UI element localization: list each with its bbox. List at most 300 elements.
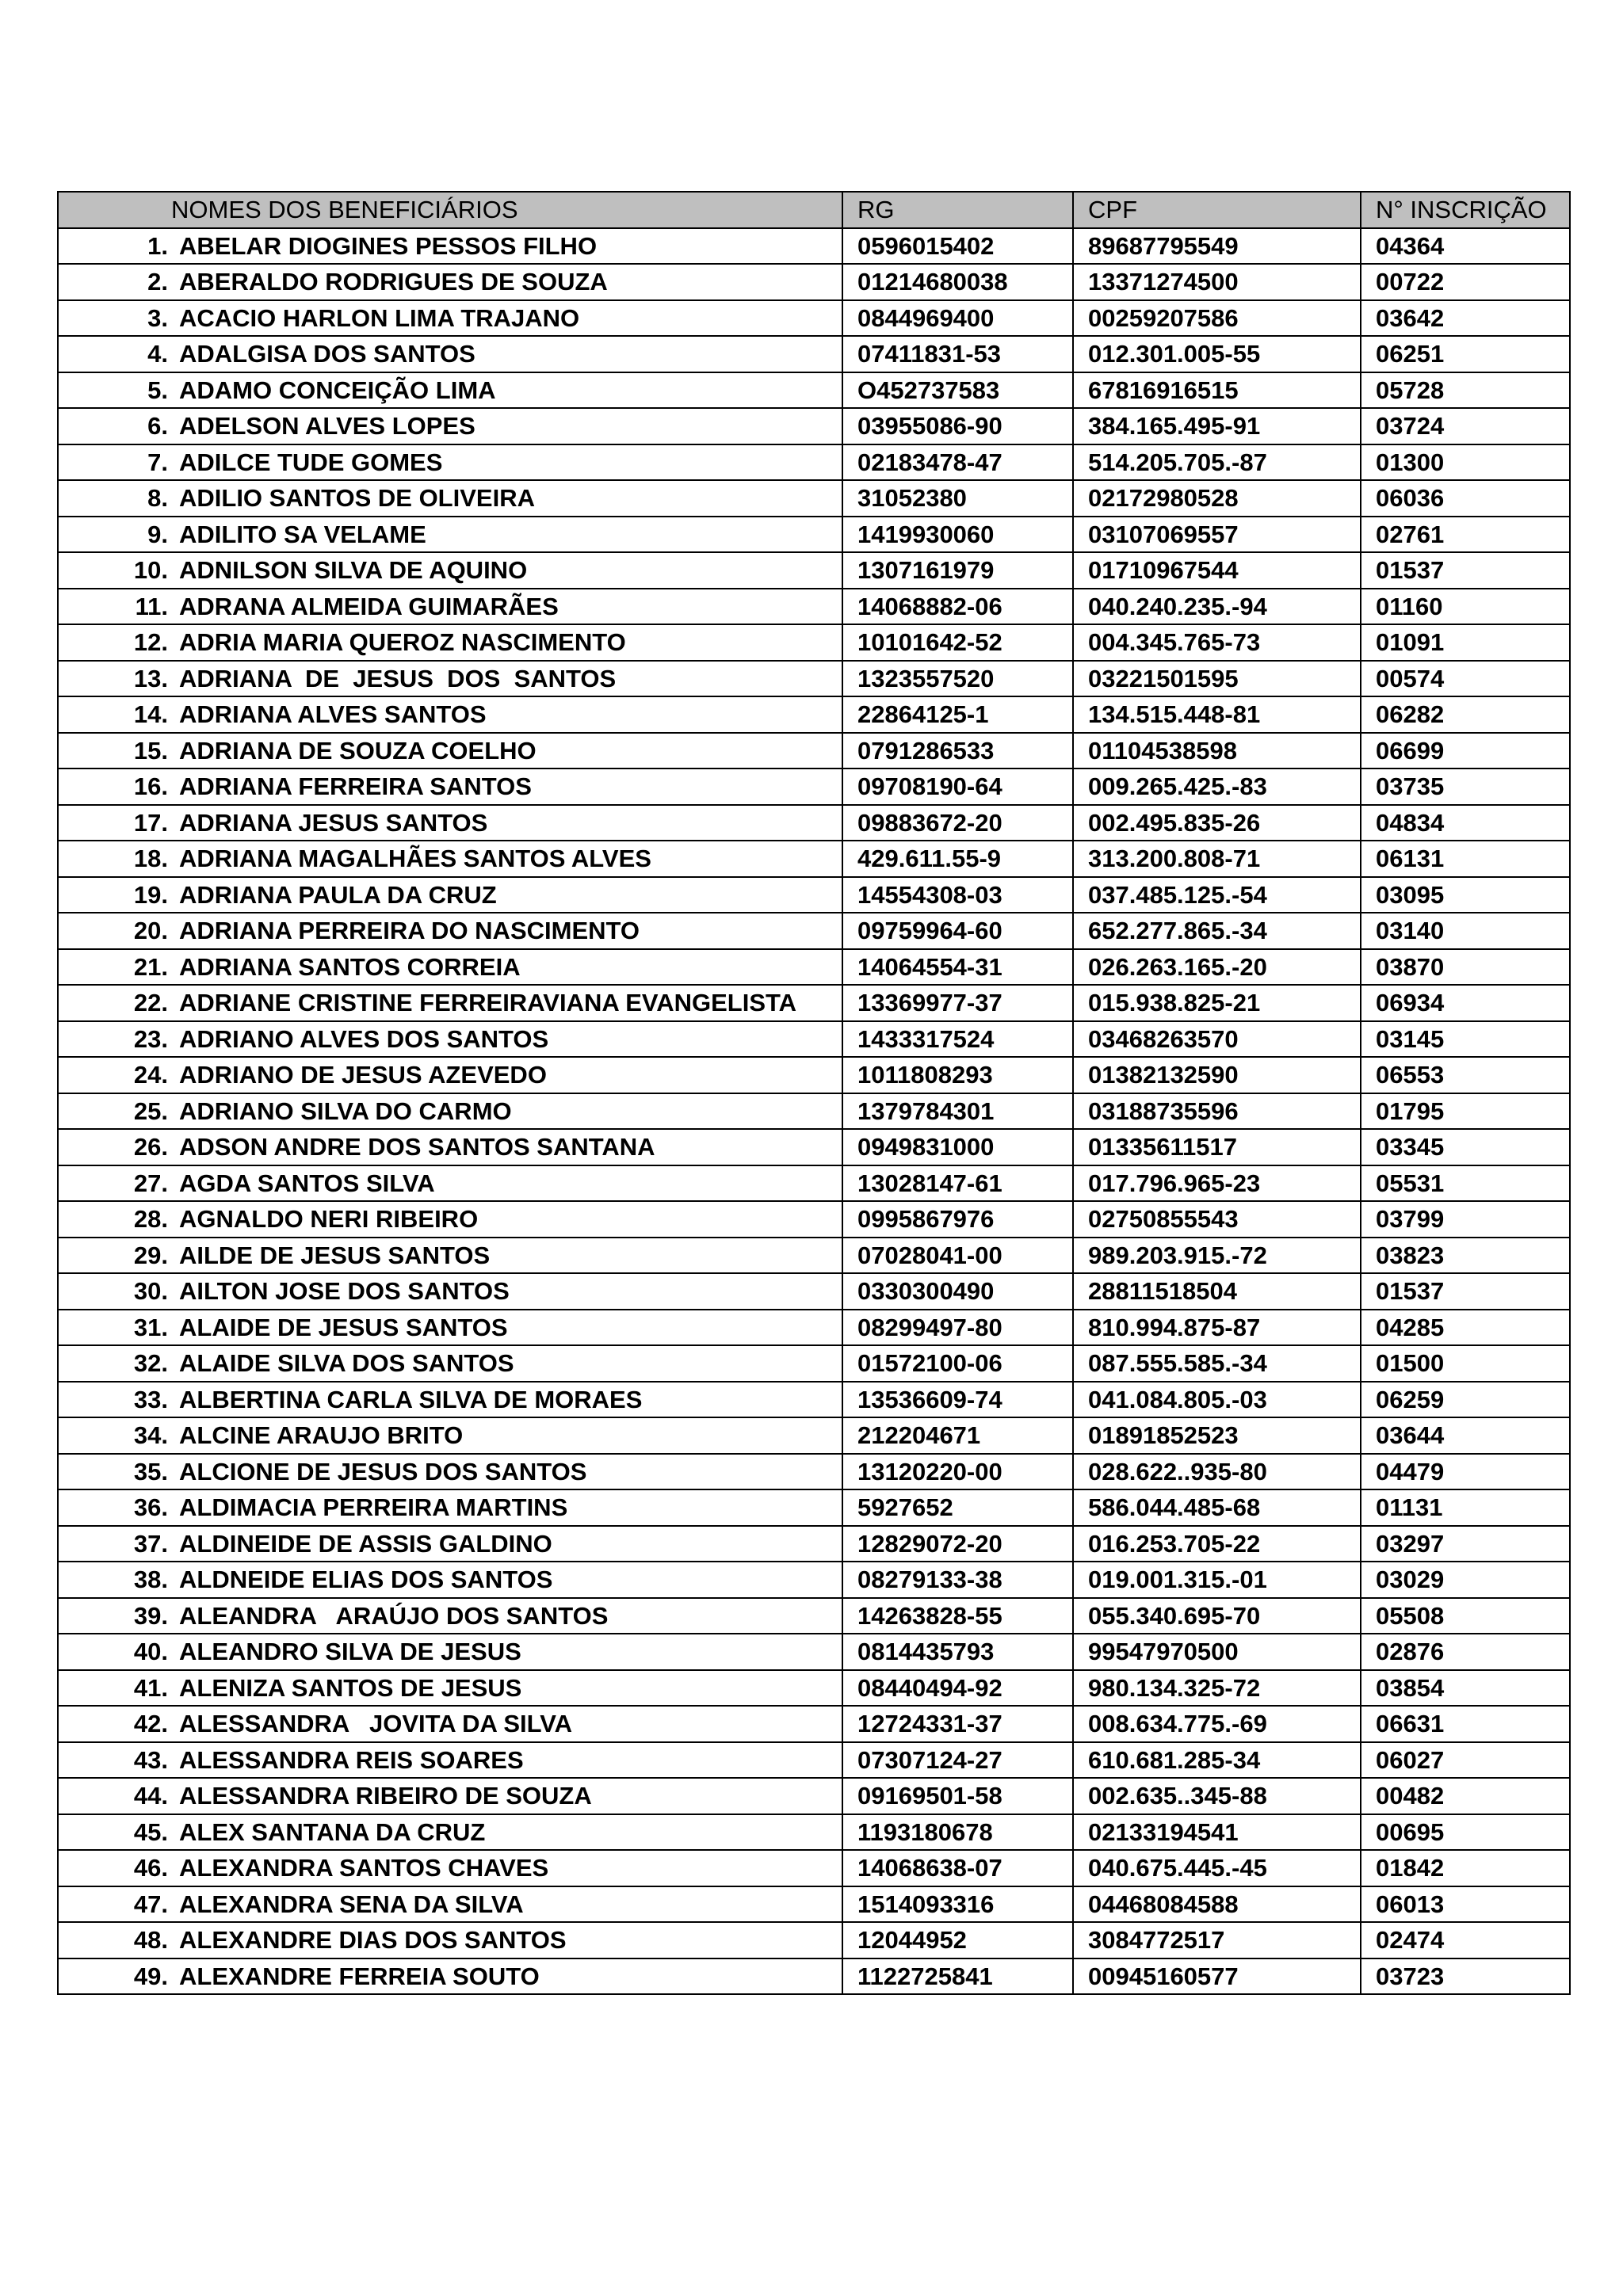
row-number: 4. <box>147 340 168 368</box>
beneficiary-name: ADRIANA ALVES SANTOS <box>179 700 487 729</box>
cell-name <box>58 1310 842 1346</box>
cell-cpf: 67816916515 <box>1073 372 1361 409</box>
table-row <box>58 228 1570 265</box>
row-number: 26. <box>133 1133 168 1161</box>
cell-cpf: 002.495.835-26 <box>1073 805 1361 841</box>
table-row <box>58 1201 1570 1238</box>
table-row <box>58 336 1570 372</box>
beneficiary-name: ALESSANDRA REIS SOARES <box>179 1745 524 1774</box>
cell-rg: 02183478-47 <box>842 444 1073 481</box>
cell-rg: 1514093316 <box>842 1886 1073 1923</box>
cell-inscricao: 03870 <box>1361 949 1570 986</box>
cell-inscricao: 03735 <box>1361 769 1570 805</box>
table-row <box>58 1489 1570 1526</box>
table-row <box>58 661 1570 697</box>
cell-inscricao: 03823 <box>1361 1238 1570 1274</box>
cell-cpf: 037.485.125.-54 <box>1073 877 1361 913</box>
cell-rg: 1011808293 <box>842 1057 1073 1093</box>
cell-cpf: 313.200.808-71 <box>1073 841 1361 877</box>
cell-name <box>58 1165 842 1202</box>
beneficiaries-table <box>57 191 1571 1995</box>
cell-cpf: 514.205.705.-87 <box>1073 444 1361 481</box>
row-number: 13. <box>133 664 168 692</box>
row-number: 31. <box>133 1313 168 1341</box>
row-number: 47. <box>133 1890 168 1918</box>
row-number: 25. <box>133 1097 168 1125</box>
cell-inscricao: 02876 <box>1361 1634 1570 1670</box>
beneficiary-name: ADRIANO SILVA DO CARMO <box>179 1097 512 1125</box>
cell-inscricao: 03297 <box>1361 1526 1570 1562</box>
cell-name <box>58 949 842 986</box>
cell-inscricao: 03724 <box>1361 408 1570 444</box>
cell-name <box>58 517 842 553</box>
cell-cpf: 00945160577 <box>1073 1958 1361 1995</box>
cell-rg: 13369977-37 <box>842 985 1073 1021</box>
cell-rg: 14554308-03 <box>842 877 1073 913</box>
cell-name <box>58 300 842 337</box>
cell-inscricao: 01537 <box>1361 552 1570 589</box>
table-row <box>58 589 1570 625</box>
table-row <box>58 805 1570 841</box>
row-number: 35. <box>133 1457 168 1486</box>
header-name: NOMES DOS BENEFICIÁRIOS <box>58 192 842 228</box>
cell-cpf: 99547970500 <box>1073 1634 1361 1670</box>
cell-name <box>58 1129 842 1165</box>
cell-rg: 01572100-06 <box>842 1345 1073 1382</box>
table-row <box>58 1057 1570 1093</box>
cell-name <box>58 1958 842 1995</box>
cell-cpf: 586.044.485-68 <box>1073 1489 1361 1526</box>
cell-rg: 14263828-55 <box>842 1598 1073 1634</box>
cell-inscricao: 01300 <box>1361 444 1570 481</box>
cell-name <box>58 444 842 481</box>
row-number: 41. <box>133 1673 168 1702</box>
row-number: 12. <box>133 628 168 657</box>
cell-name <box>58 336 842 372</box>
cell-cpf: 00259207586 <box>1073 300 1361 337</box>
table-row <box>58 1093 1570 1130</box>
cell-name <box>58 408 842 444</box>
cell-inscricao: 04479 <box>1361 1454 1570 1490</box>
row-number: 21. <box>133 952 168 981</box>
table-row <box>58 1238 1570 1274</box>
beneficiary-name: ADELSON ALVES LOPES <box>179 412 475 441</box>
beneficiary-name: ALCINE ARAUJO BRITO <box>179 1421 464 1450</box>
cell-rg: 12044952 <box>842 1922 1073 1958</box>
cell-cpf: 810.994.875-87 <box>1073 1310 1361 1346</box>
cell-rg: 12829072-20 <box>842 1526 1073 1562</box>
table-row <box>58 949 1570 986</box>
beneficiary-name: ADRIANO DE JESUS AZEVEDO <box>179 1061 547 1089</box>
beneficiary-name: AILDE DE JESUS SANTOS <box>179 1241 491 1269</box>
cell-cpf: 3084772517 <box>1073 1922 1361 1958</box>
row-number: 37. <box>133 1529 168 1558</box>
cell-rg: 0814435793 <box>842 1634 1073 1670</box>
row-number: 30. <box>133 1277 168 1306</box>
cell-rg: 08279133-38 <box>842 1562 1073 1598</box>
cell-cpf: 01891852523 <box>1073 1417 1361 1454</box>
cell-cpf: 009.265.425.-83 <box>1073 769 1361 805</box>
cell-name <box>58 841 842 877</box>
beneficiary-name: ADRIANA MAGALHÃES SANTOS ALVES <box>179 845 651 873</box>
row-number: 1. <box>147 231 168 260</box>
cell-rg: 0596015402 <box>842 228 1073 265</box>
table-row <box>58 1670 1570 1707</box>
cell-cpf: 040.240.235.-94 <box>1073 589 1361 625</box>
beneficiary-name: ADILITO SA VELAME <box>179 520 426 548</box>
cell-cpf: 02750855543 <box>1073 1201 1361 1238</box>
cell-cpf: 01104538598 <box>1073 733 1361 769</box>
table-row <box>58 1165 1570 1202</box>
cell-name <box>58 1598 842 1634</box>
cell-rg: 212204671 <box>842 1417 1073 1454</box>
table-row <box>58 1526 1570 1562</box>
cell-inscricao: 01091 <box>1361 624 1570 661</box>
beneficiary-name: ADRIANA SANTOS CORREIA <box>179 952 521 981</box>
cell-cpf: 28811518504 <box>1073 1273 1361 1310</box>
row-number: 46. <box>133 1854 168 1882</box>
cell-name <box>58 589 842 625</box>
cell-cpf: 004.345.765-73 <box>1073 624 1361 661</box>
beneficiary-name: ALDINEIDE DE ASSIS GALDINO <box>179 1529 552 1558</box>
cell-rg: 12724331-37 <box>842 1706 1073 1742</box>
cell-inscricao: 04364 <box>1361 228 1570 265</box>
table-row <box>58 1706 1570 1742</box>
row-number: 22. <box>133 989 168 1017</box>
beneficiary-name: ABERALDO RODRIGUES DE SOUZA <box>179 268 608 296</box>
table-row <box>58 1958 1570 1995</box>
table-row <box>58 1454 1570 1490</box>
cell-rg: 09708190-64 <box>842 769 1073 805</box>
cell-inscricao: 06251 <box>1361 336 1570 372</box>
row-number: 18. <box>133 845 168 873</box>
row-number: 43. <box>133 1745 168 1774</box>
cell-cpf: 026.263.165.-20 <box>1073 949 1361 986</box>
cell-rg: 13120220-00 <box>842 1454 1073 1490</box>
beneficiary-name: ALBERTINA CARLA SILVA DE MORAES <box>179 1385 643 1413</box>
cell-inscricao: 06553 <box>1361 1057 1570 1093</box>
cell-name <box>58 1201 842 1238</box>
cell-cpf: 03468263570 <box>1073 1021 1361 1058</box>
cell-rg: 1379784301 <box>842 1093 1073 1130</box>
row-number: 10. <box>133 556 168 585</box>
cell-cpf: 008.634.775.-69 <box>1073 1706 1361 1742</box>
table-header-row <box>58 192 1570 228</box>
cell-inscricao: 03854 <box>1361 1670 1570 1707</box>
cell-inscricao: 06036 <box>1361 480 1570 517</box>
table-row <box>58 1310 1570 1346</box>
cell-inscricao: 03723 <box>1361 1958 1570 1995</box>
beneficiary-name: ALEANDRA ARAÚJO DOS SANTOS <box>179 1601 609 1630</box>
cell-rg: 1323557520 <box>842 661 1073 697</box>
cell-cpf: 01335611517 <box>1073 1129 1361 1165</box>
header-rg: RG <box>842 192 1073 228</box>
table-row <box>58 1562 1570 1598</box>
cell-name <box>58 1417 842 1454</box>
row-number: 38. <box>133 1566 168 1594</box>
cell-inscricao: 03145 <box>1361 1021 1570 1058</box>
beneficiary-name: ALAIDE SILVA DOS SANTOS <box>179 1349 514 1378</box>
beneficiary-name: ALEXANDRE DIAS DOS SANTOS <box>179 1926 567 1955</box>
cell-cpf: 134.515.448-81 <box>1073 696 1361 733</box>
table-row <box>58 552 1570 589</box>
table-row <box>58 517 1570 553</box>
beneficiary-name: ADALGISA DOS SANTOS <box>179 340 475 368</box>
cell-name <box>58 1778 842 1814</box>
cell-name <box>58 877 842 913</box>
row-number: 11. <box>135 592 168 620</box>
cell-inscricao: 06631 <box>1361 1706 1570 1742</box>
cell-inscricao: 01795 <box>1361 1093 1570 1130</box>
beneficiary-name: ABELAR DIOGINES PESSOS FILHO <box>179 231 598 260</box>
row-number: 32. <box>133 1349 168 1378</box>
table-row <box>58 624 1570 661</box>
beneficiary-name: ALEX SANTANA DA CRUZ <box>179 1817 486 1846</box>
cell-rg: 10101642-52 <box>842 624 1073 661</box>
table-row <box>58 1417 1570 1454</box>
beneficiary-name: ALEXANDRA SENA DA SILVA <box>179 1890 524 1918</box>
cell-cpf: 02133194541 <box>1073 1814 1361 1851</box>
beneficiary-name: AGDA SANTOS SILVA <box>179 1169 435 1197</box>
table-row <box>58 1598 1570 1634</box>
cell-rg: 07028041-00 <box>842 1238 1073 1274</box>
table-row <box>58 480 1570 517</box>
cell-inscricao: 06282 <box>1361 696 1570 733</box>
table-row <box>58 733 1570 769</box>
cell-rg: 13536609-74 <box>842 1382 1073 1418</box>
cell-inscricao: 05508 <box>1361 1598 1570 1634</box>
table-row <box>58 1886 1570 1923</box>
cell-rg: 14064554-31 <box>842 949 1073 986</box>
table-row <box>58 1778 1570 1814</box>
table-row <box>58 1345 1570 1382</box>
beneficiary-name: ADNILSON SILVA DE AQUINO <box>179 556 528 585</box>
row-number: 8. <box>147 484 168 513</box>
cell-name <box>58 372 842 409</box>
cell-name <box>58 1057 842 1093</box>
row-number: 36. <box>133 1493 168 1522</box>
row-number: 5. <box>147 376 168 404</box>
table-row <box>58 1814 1570 1851</box>
cell-rg: 0995867976 <box>842 1201 1073 1238</box>
row-number: 42. <box>133 1710 168 1738</box>
beneficiary-name: ADAMO CONCEIÇÃO LIMA <box>179 376 496 404</box>
cell-rg: 14068638-07 <box>842 1850 1073 1886</box>
row-number: 3. <box>147 303 168 332</box>
table-row <box>58 1382 1570 1418</box>
cell-inscricao: 06699 <box>1361 733 1570 769</box>
cell-rg: 5927652 <box>842 1489 1073 1526</box>
cell-cpf: 016.253.705-22 <box>1073 1526 1361 1562</box>
beneficiary-name: ADRIANA JESUS SANTOS <box>179 808 488 837</box>
cell-inscricao: 05531 <box>1361 1165 1570 1202</box>
cell-name <box>58 1093 842 1130</box>
cell-cpf: 610.681.285-34 <box>1073 1742 1361 1779</box>
cell-cpf: 01382132590 <box>1073 1057 1361 1093</box>
cell-rg: 429.611.55-9 <box>842 841 1073 877</box>
cell-inscricao: 00722 <box>1361 264 1570 300</box>
cell-inscricao: 01537 <box>1361 1273 1570 1310</box>
table-row <box>58 264 1570 300</box>
row-number: 44. <box>133 1782 168 1810</box>
cell-inscricao: 03095 <box>1361 877 1570 913</box>
table-row <box>58 408 1570 444</box>
cell-inscricao: 02761 <box>1361 517 1570 553</box>
cell-cpf: 019.001.315.-01 <box>1073 1562 1361 1598</box>
cell-rg: O452737583 <box>842 372 1073 409</box>
beneficiary-name: ADRANA ALMEIDA GUIMARÃES <box>179 592 559 620</box>
row-number: 2. <box>147 268 168 296</box>
cell-name <box>58 1021 842 1058</box>
cell-rg: 01214680038 <box>842 264 1073 300</box>
beneficiary-name: ACACIO HARLON LIMA TRAJANO <box>179 303 580 332</box>
cell-rg: 0791286533 <box>842 733 1073 769</box>
table-row <box>58 300 1570 337</box>
cell-rg: 1307161979 <box>842 552 1073 589</box>
beneficiary-name: ALDIMACIA PERREIRA MARTINS <box>179 1493 568 1522</box>
cell-rg: 09759964-60 <box>842 913 1073 949</box>
row-number: 29. <box>133 1241 168 1269</box>
cell-inscricao: 03644 <box>1361 1417 1570 1454</box>
table-row <box>58 1273 1570 1310</box>
cell-inscricao: 01500 <box>1361 1345 1570 1382</box>
row-number: 49. <box>133 1962 168 1990</box>
cell-cpf: 652.277.865.-34 <box>1073 913 1361 949</box>
cell-cpf: 012.301.005-55 <box>1073 336 1361 372</box>
cell-rg: 22864125-1 <box>842 696 1073 733</box>
cell-rg: 07307124-27 <box>842 1742 1073 1779</box>
cell-rg: 13028147-61 <box>842 1165 1073 1202</box>
cell-cpf: 13371274500 <box>1073 264 1361 300</box>
cell-name <box>58 913 842 949</box>
cell-name <box>58 1454 842 1490</box>
beneficiary-name: ALESSANDRA RIBEIRO DE SOUZA <box>179 1782 592 1810</box>
beneficiary-name: ADRIA MARIA QUEROZ NASCIMENTO <box>179 628 626 657</box>
beneficiary-name: ALAIDE DE JESUS SANTOS <box>179 1313 508 1341</box>
cell-name <box>58 1382 842 1418</box>
beneficiary-name: AILTON JOSE DOS SANTOS <box>179 1277 510 1306</box>
table-row <box>58 1129 1570 1165</box>
cell-inscricao: 03642 <box>1361 300 1570 337</box>
beneficiary-name: ADILCE TUDE GOMES <box>179 448 443 476</box>
cell-name <box>58 1850 842 1886</box>
cell-name <box>58 661 842 697</box>
cell-rg: 0330300490 <box>842 1273 1073 1310</box>
cell-name <box>58 552 842 589</box>
cell-name <box>58 805 842 841</box>
cell-cpf: 989.203.915.-72 <box>1073 1238 1361 1274</box>
row-number: 34. <box>133 1421 168 1450</box>
cell-name <box>58 1273 842 1310</box>
cell-cpf: 02172980528 <box>1073 480 1361 517</box>
row-number: 45. <box>133 1817 168 1846</box>
cell-cpf: 01710967544 <box>1073 552 1361 589</box>
beneficiary-name: ADRIANA DE SOUZA COELHO <box>179 736 537 765</box>
cell-rg: 1122725841 <box>842 1958 1073 1995</box>
cell-cpf: 015.938.825-21 <box>1073 985 1361 1021</box>
cell-name <box>58 1742 842 1779</box>
cell-inscricao: 04834 <box>1361 805 1570 841</box>
row-number: 17. <box>133 808 168 837</box>
table-row <box>58 841 1570 877</box>
cell-name <box>58 1670 842 1707</box>
beneficiary-name: AGNALDO NERI RIBEIRO <box>179 1205 479 1234</box>
cell-cpf: 041.084.805.-03 <box>1073 1382 1361 1418</box>
beneficiary-name: ADRIANA DE JESUS DOS SANTOS <box>179 664 617 692</box>
row-number: 7. <box>147 448 168 476</box>
cell-name <box>58 1238 842 1274</box>
cell-inscricao: 03140 <box>1361 913 1570 949</box>
table-row <box>58 696 1570 733</box>
cell-name <box>58 624 842 661</box>
row-number: 33. <box>133 1385 168 1413</box>
cell-cpf: 028.622..935-80 <box>1073 1454 1361 1490</box>
table-row <box>58 1021 1570 1058</box>
cell-rg: 31052380 <box>842 480 1073 517</box>
cell-name <box>58 696 842 733</box>
cell-inscricao: 05728 <box>1361 372 1570 409</box>
cell-name <box>58 1706 842 1742</box>
row-number: 24. <box>133 1061 168 1089</box>
cell-inscricao: 02474 <box>1361 1922 1570 1958</box>
cell-inscricao: 03345 <box>1361 1129 1570 1165</box>
cell-name <box>58 480 842 517</box>
cell-rg: 03955086-90 <box>842 408 1073 444</box>
cell-cpf: 087.555.585.-34 <box>1073 1345 1361 1382</box>
cell-name <box>58 985 842 1021</box>
cell-rg: 1419930060 <box>842 517 1073 553</box>
cell-rg: 0949831000 <box>842 1129 1073 1165</box>
cell-inscricao: 06027 <box>1361 1742 1570 1779</box>
beneficiary-name: ALCIONE DE JESUS DOS SANTOS <box>179 1457 587 1486</box>
cell-name <box>58 1922 842 1958</box>
cell-inscricao: 01160 <box>1361 589 1570 625</box>
table-row <box>58 769 1570 805</box>
cell-cpf: 980.134.325-72 <box>1073 1670 1361 1707</box>
table-row <box>58 985 1570 1021</box>
cell-inscricao: 04285 <box>1361 1310 1570 1346</box>
table-row <box>58 1742 1570 1779</box>
cell-rg: 0844969400 <box>842 300 1073 337</box>
cell-rg: 1193180678 <box>842 1814 1073 1851</box>
cell-name <box>58 1526 842 1562</box>
row-number: 6. <box>147 412 168 441</box>
cell-inscricao: 01842 <box>1361 1850 1570 1886</box>
cell-cpf: 040.675.445.-45 <box>1073 1850 1361 1886</box>
header-inscricao: N° INSCRIÇÃO <box>1361 192 1570 228</box>
table-row <box>58 1922 1570 1958</box>
row-number: 9. <box>147 520 168 548</box>
cell-name <box>58 1814 842 1851</box>
row-number: 23. <box>133 1024 168 1053</box>
table-row <box>58 444 1570 481</box>
beneficiary-name: ADSON ANDRE DOS SANTOS SANTANA <box>179 1133 655 1161</box>
cell-rg: 09883672-20 <box>842 805 1073 841</box>
row-number: 15. <box>133 736 168 765</box>
row-number: 14. <box>133 700 168 729</box>
cell-cpf: 89687795549 <box>1073 228 1361 265</box>
beneficiary-name: ALDNEIDE ELIAS DOS SANTOS <box>179 1566 553 1594</box>
table-row <box>58 372 1570 409</box>
cell-name <box>58 733 842 769</box>
cell-rg: 1433317524 <box>842 1021 1073 1058</box>
beneficiary-name: ADRIANA FERREIRA SANTOS <box>179 772 532 801</box>
cell-inscricao: 01131 <box>1361 1489 1570 1526</box>
cell-name <box>58 769 842 805</box>
row-number: 48. <box>133 1926 168 1955</box>
cell-inscricao: 00695 <box>1361 1814 1570 1851</box>
beneficiary-name: ADRIANE CRISTINE FERREIRAVIANA EVANGELISTA <box>179 989 797 1017</box>
